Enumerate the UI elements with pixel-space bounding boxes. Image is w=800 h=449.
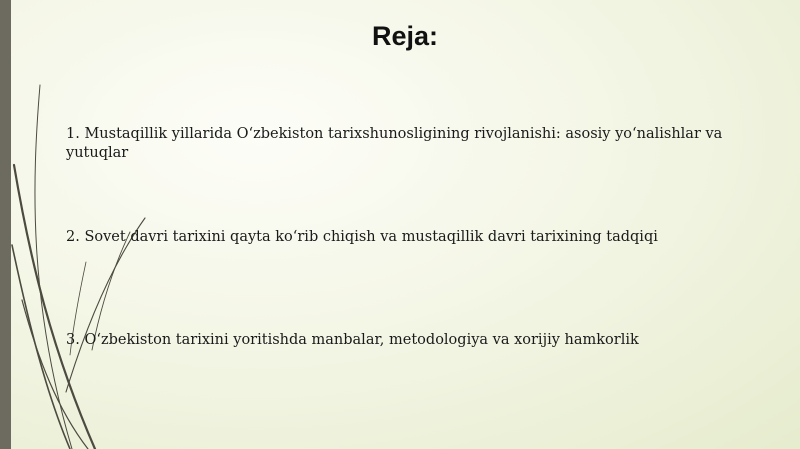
vine-stroke-3 xyxy=(12,245,70,449)
vine-stroke-4 xyxy=(22,300,88,449)
plan-item-3: 3. O‘zbekiston tarixini yoritishda manbalar, metodologiya va xorijiy hamkorlik xyxy=(66,332,639,348)
plan-item-1: 1. Mustaqillik yillarida O‘zbekiston tarixshunosligining rivojlanishi: asosiy yo‘nalishlar va yutuqlar xyxy=(66,126,723,161)
plan-item-2: 2. Sovet davri tarixini qayta ko‘rib chiqish va mustaqillik davri tarixining tadqiqi xyxy=(66,229,658,245)
slide-title: Reja: xyxy=(371,21,439,51)
